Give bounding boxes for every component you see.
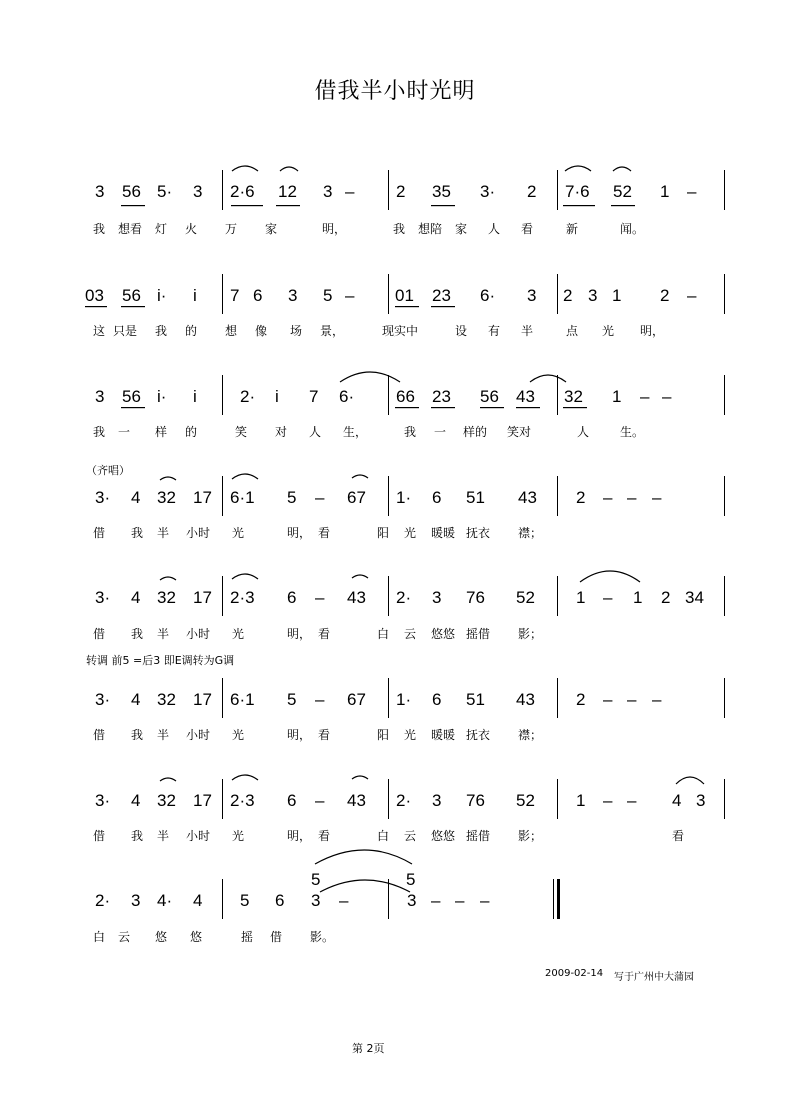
bar-line bbox=[388, 375, 389, 415]
lyric-syllable: 摇借 bbox=[466, 627, 491, 641]
score-note: 43 bbox=[518, 488, 537, 507]
slur bbox=[320, 880, 410, 892]
lyric-syllable: 阳 bbox=[377, 526, 390, 540]
score-note: 6 bbox=[287, 588, 297, 607]
lyric-syllable: 借 bbox=[270, 930, 283, 944]
score-note: – bbox=[652, 488, 662, 507]
score-note: 3 bbox=[407, 891, 417, 910]
score-note: 2 bbox=[576, 690, 586, 709]
score-note: 43 bbox=[347, 588, 366, 607]
lyric-syllable: 笑对 bbox=[507, 425, 532, 439]
score-note: 56 bbox=[122, 387, 141, 406]
score-note: – bbox=[455, 891, 465, 910]
bar-line bbox=[222, 576, 223, 616]
bar-line bbox=[222, 375, 223, 415]
lyric-syllable: 人 bbox=[488, 222, 501, 236]
score-note: 3 bbox=[193, 182, 203, 201]
bar-line bbox=[388, 779, 389, 819]
lyric-syllable: 悠 bbox=[155, 930, 168, 944]
final-bar-thin bbox=[553, 879, 554, 919]
lyric-syllable: 襟； bbox=[518, 728, 543, 742]
score-note: 1 bbox=[612, 286, 622, 305]
lyric-syllable: 想 bbox=[225, 324, 238, 338]
lyric-syllable: 云 bbox=[118, 930, 131, 944]
score-note: – bbox=[687, 182, 697, 201]
lyric-syllable: 半 bbox=[157, 526, 170, 540]
score-note: – bbox=[603, 690, 613, 709]
score-note: 12 bbox=[278, 182, 297, 201]
score-note: 1· bbox=[396, 488, 412, 507]
lyric-syllable: 明， bbox=[322, 222, 347, 236]
slur bbox=[280, 167, 298, 171]
score-note: 6· bbox=[480, 286, 496, 305]
score-note: 52 bbox=[516, 588, 535, 607]
score-note: 4 bbox=[131, 588, 141, 607]
score-note: 17 bbox=[193, 588, 212, 607]
lyric-syllable: 云 bbox=[404, 829, 417, 843]
lyric-syllable: 明， bbox=[287, 526, 312, 540]
lyric-syllable: 的 bbox=[185, 425, 198, 439]
lyric-syllable: 摇 bbox=[241, 930, 254, 944]
footer-location: 写于广州中大蒲园 bbox=[614, 972, 694, 983]
lyric-syllable: 悠悠 bbox=[431, 829, 456, 843]
score-note: 1 bbox=[576, 791, 586, 810]
score-note: 23 bbox=[432, 387, 451, 406]
score-note: 23 bbox=[432, 286, 451, 305]
lyric-syllable: 暖暖 bbox=[431, 728, 456, 742]
slur bbox=[352, 776, 368, 779]
lyric-syllable: 半 bbox=[157, 728, 170, 742]
lyric-syllable: 我 bbox=[131, 526, 144, 540]
lyric-syllable: 明， bbox=[640, 324, 665, 338]
lyric-syllable: 家 bbox=[455, 222, 468, 236]
lyric-syllable: 像 bbox=[255, 324, 268, 338]
score-note: 03 bbox=[85, 286, 104, 305]
song-title: 借我半小时光明 bbox=[314, 79, 476, 104]
slur bbox=[232, 775, 258, 780]
lyric-syllable: 摇借 bbox=[466, 829, 491, 843]
bar-line bbox=[557, 170, 558, 210]
lyric-syllable: 小时 bbox=[186, 627, 211, 641]
bar-line bbox=[222, 678, 223, 718]
lyric-syllable: 看 bbox=[318, 627, 331, 641]
score-note: 5 bbox=[323, 286, 333, 305]
score-note: 3 bbox=[588, 286, 598, 305]
score-note: 4 bbox=[131, 791, 141, 810]
lyric-syllable: 现实中 bbox=[382, 324, 419, 338]
score-note: 32 bbox=[157, 588, 176, 607]
lyric-syllable: 样 bbox=[155, 425, 168, 439]
bar-line bbox=[557, 476, 558, 516]
score-note: 56 bbox=[122, 286, 141, 305]
score-note: 43 bbox=[516, 690, 535, 709]
lyric-syllable: 白 bbox=[377, 829, 390, 843]
lyric-syllable: 借 bbox=[93, 829, 106, 843]
score-note: 32 bbox=[157, 791, 176, 810]
bar-line bbox=[724, 779, 725, 819]
lyric-syllable: 悠悠 bbox=[431, 627, 456, 641]
score-note: 3 bbox=[323, 182, 333, 201]
lyric-syllable: 小时 bbox=[186, 829, 211, 843]
score-note: – bbox=[345, 182, 355, 201]
score-note: 7 bbox=[309, 387, 319, 406]
score-note: 7 bbox=[230, 286, 240, 305]
lyric-syllable: 我 bbox=[393, 222, 406, 236]
bar-line bbox=[724, 170, 725, 210]
lyric-syllable: 白 bbox=[93, 930, 106, 944]
score-note: 2·3 bbox=[230, 791, 255, 810]
score-note: 2· bbox=[396, 791, 412, 810]
score-note: 52 bbox=[613, 182, 632, 201]
score-note: 56 bbox=[480, 387, 499, 406]
score-note: – bbox=[315, 588, 325, 607]
score-note: 6 bbox=[287, 791, 297, 810]
score-note: 2· bbox=[240, 387, 256, 406]
unison-marking: （齐唱） bbox=[86, 464, 130, 477]
score-note: 3· bbox=[95, 791, 111, 810]
score-note: 6 bbox=[275, 891, 285, 910]
score-note: – bbox=[339, 891, 349, 910]
score-note: 3 bbox=[131, 891, 141, 910]
score-note: 1 bbox=[633, 588, 643, 607]
score-note: 5· bbox=[157, 182, 173, 201]
lyric-syllable: 光 bbox=[232, 829, 245, 843]
score-note: 3· bbox=[95, 588, 111, 607]
lyric-syllable: 看 bbox=[521, 222, 534, 236]
lyric-syllable: 我 bbox=[93, 222, 106, 236]
lyric-syllable: 抚衣 bbox=[466, 526, 491, 540]
score-note: 3 bbox=[95, 387, 105, 406]
score-note: 2·3 bbox=[230, 588, 255, 607]
score-note: 67 bbox=[347, 690, 366, 709]
lyric-syllable: 点 bbox=[566, 324, 579, 338]
score-note: – bbox=[315, 791, 325, 810]
lyric-syllable: 看 bbox=[318, 728, 331, 742]
bar-line bbox=[724, 274, 725, 314]
bar-line bbox=[557, 678, 558, 718]
score-note: 3 bbox=[432, 588, 442, 607]
lyric-syllable: 我 bbox=[404, 425, 417, 439]
lyric-syllable: 样的 bbox=[463, 425, 488, 439]
score-note: 17 bbox=[193, 791, 212, 810]
lyric-syllable: 光 bbox=[232, 526, 245, 540]
lyric-syllable: 看 bbox=[672, 829, 685, 843]
lyric-syllable: 白 bbox=[377, 627, 390, 641]
score-note: 35 bbox=[432, 182, 451, 201]
lyric-syllable: 新 bbox=[566, 222, 579, 236]
score-note: 2· bbox=[396, 588, 412, 607]
score-note: – bbox=[315, 488, 325, 507]
score-note: 3 bbox=[432, 791, 442, 810]
lyric-syllable: 抚衣 bbox=[466, 728, 491, 742]
bar-line bbox=[388, 170, 389, 210]
score-note: – bbox=[603, 588, 613, 607]
score-note: 43 bbox=[347, 791, 366, 810]
score-note: 52 bbox=[516, 791, 535, 810]
score-note: 34 bbox=[685, 588, 704, 607]
upper-note-five-left: 5 bbox=[311, 870, 321, 889]
bar-line bbox=[724, 678, 725, 718]
bar-line bbox=[557, 576, 558, 616]
score-note: 2·6 bbox=[230, 182, 255, 201]
lyric-syllable: 悠 bbox=[190, 930, 203, 944]
score-note: – bbox=[431, 891, 441, 910]
upper-note-five-right: 5 bbox=[406, 870, 416, 889]
score-note: 3· bbox=[95, 488, 111, 507]
lyric-syllable: 光 bbox=[404, 526, 417, 540]
score-note: 6·1 bbox=[230, 690, 255, 709]
lyric-syllable: 火 bbox=[185, 222, 198, 236]
lyric-syllable: 有 bbox=[488, 324, 501, 338]
lyric-syllable: 人 bbox=[577, 425, 590, 439]
score-note: 66 bbox=[396, 387, 415, 406]
score-note: 2 bbox=[661, 588, 671, 607]
lyric-syllable: 生。 bbox=[620, 425, 645, 439]
score-note: 43 bbox=[516, 387, 535, 406]
score-note: 1 bbox=[612, 387, 622, 406]
lyric-syllable: 暖暖 bbox=[431, 526, 456, 540]
score-note: i bbox=[193, 387, 197, 406]
lyric-syllable: 一 bbox=[434, 425, 447, 439]
lyric-syllable: 看 bbox=[318, 829, 331, 843]
score-note: 6 bbox=[432, 488, 442, 507]
score-note: – bbox=[687, 286, 697, 305]
score-note: 51 bbox=[466, 690, 485, 709]
modulation-note: 转调 前5 =后3 即E调转为G调 bbox=[86, 654, 235, 667]
bar-line bbox=[222, 476, 223, 516]
score-note: – bbox=[345, 286, 355, 305]
score-note: 2 bbox=[576, 488, 586, 507]
lyric-syllable: 光 bbox=[232, 728, 245, 742]
score-note: 67 bbox=[347, 488, 366, 507]
slur bbox=[530, 375, 566, 382]
bar-line bbox=[557, 375, 558, 415]
lyric-syllable: 阳 bbox=[377, 728, 390, 742]
score-note: 32 bbox=[157, 488, 176, 507]
bar-line bbox=[557, 274, 558, 314]
score-note: 3· bbox=[480, 182, 496, 201]
score-note: i bbox=[193, 286, 197, 305]
score-note: – bbox=[480, 891, 490, 910]
score-note: 2· bbox=[95, 891, 111, 910]
score-note: 51 bbox=[466, 488, 485, 507]
lyric-syllable: 光 bbox=[232, 627, 245, 641]
score-note: 76 bbox=[466, 791, 485, 810]
score-note: 2 bbox=[396, 182, 406, 201]
slur bbox=[613, 167, 631, 171]
final-bar-thick bbox=[557, 879, 560, 919]
score-note: 1 bbox=[660, 182, 670, 201]
score-note: 3 bbox=[311, 891, 321, 910]
score-note: – bbox=[603, 488, 613, 507]
lyric-syllable: 设 bbox=[455, 324, 468, 338]
score-note: 1 bbox=[576, 588, 586, 607]
lyric-syllable: 我 bbox=[131, 627, 144, 641]
score-note: 5 bbox=[240, 891, 250, 910]
score-note: 3 bbox=[95, 182, 105, 201]
score-note: – bbox=[627, 690, 637, 709]
slur bbox=[565, 166, 591, 171]
lyric-syllable: 对 bbox=[275, 425, 288, 439]
bar-line bbox=[557, 779, 558, 819]
lyric-syllable: 景， bbox=[320, 324, 345, 338]
score-note: – bbox=[627, 791, 637, 810]
score-note: i bbox=[275, 387, 279, 406]
lyric-syllable: 明， bbox=[287, 728, 312, 742]
lyric-syllable: 家 bbox=[265, 222, 278, 236]
lyric-syllable: 影； bbox=[518, 829, 543, 843]
lyric-syllable: 想看 bbox=[118, 222, 143, 236]
score-note: 6·1 bbox=[230, 488, 255, 507]
score-note: 17 bbox=[193, 690, 212, 709]
score-note: 76 bbox=[466, 588, 485, 607]
score-note: 3 bbox=[288, 286, 298, 305]
bar-line bbox=[388, 274, 389, 314]
lyric-syllable: 半 bbox=[521, 324, 534, 338]
bar-line bbox=[388, 476, 389, 516]
lyric-syllable: 看 bbox=[318, 526, 331, 540]
lyric-syllable: 我 bbox=[155, 324, 168, 338]
lyric-syllable: 闻。 bbox=[620, 222, 645, 236]
score-note: – bbox=[315, 690, 325, 709]
bar-line bbox=[388, 576, 389, 616]
score-note: 56 bbox=[122, 182, 141, 201]
score-note: 2 bbox=[563, 286, 573, 305]
lyric-syllable: 半 bbox=[157, 627, 170, 641]
lyric-syllable: 一 bbox=[118, 425, 131, 439]
lyric-syllable: 笑 bbox=[235, 425, 248, 439]
lyric-syllable: 光 bbox=[404, 728, 417, 742]
score-note: – bbox=[662, 387, 672, 406]
lyric-syllable: 影。 bbox=[310, 930, 335, 944]
bar-line bbox=[388, 678, 389, 718]
bar-line bbox=[222, 779, 223, 819]
score-note: 2 bbox=[660, 286, 670, 305]
lyric-syllable: 的 bbox=[185, 324, 198, 338]
score-note: 7·6 bbox=[565, 182, 590, 201]
score-note: 4 bbox=[193, 891, 203, 910]
lyric-syllable: 想陪 bbox=[418, 222, 443, 236]
bar-line bbox=[222, 274, 223, 314]
lyric-syllable: 光 bbox=[602, 324, 615, 338]
score-note: 4· bbox=[157, 891, 173, 910]
score-note: 4 bbox=[131, 488, 141, 507]
score-note: 32 bbox=[564, 387, 583, 406]
score-note: 1· bbox=[396, 690, 412, 709]
score-note: 3· bbox=[95, 690, 111, 709]
score-note: i· bbox=[157, 387, 167, 406]
page-number: 第 2页 bbox=[352, 1042, 385, 1055]
bar-line bbox=[388, 879, 389, 919]
score-note: 5 bbox=[287, 690, 297, 709]
lyric-syllable: 灯 bbox=[155, 222, 168, 236]
lyric-syllable: 借 bbox=[93, 627, 106, 641]
lyric-syllable: 万 bbox=[225, 222, 238, 236]
lyric-syllable: 这 bbox=[93, 324, 106, 338]
score-note: i· bbox=[157, 286, 167, 305]
score-note: 6· bbox=[339, 387, 355, 406]
lyric-syllable: 我 bbox=[93, 425, 106, 439]
lyric-syllable: 我 bbox=[131, 728, 144, 742]
lyric-syllable: 小时 bbox=[186, 728, 211, 742]
score-note: 3 bbox=[696, 791, 706, 810]
score-note: – bbox=[603, 791, 613, 810]
lyric-syllable: 影； bbox=[518, 627, 543, 641]
lyric-syllable: 我 bbox=[131, 829, 144, 843]
lyric-syllable: 人 bbox=[309, 425, 322, 439]
lyric-syllable: 只是 bbox=[113, 324, 138, 338]
score-note: 6 bbox=[432, 690, 442, 709]
bar-line bbox=[724, 476, 725, 516]
score-note: 3 bbox=[527, 286, 537, 305]
score-note: 4 bbox=[131, 690, 141, 709]
lyric-syllable: 明， bbox=[287, 627, 312, 641]
bar-line bbox=[222, 879, 223, 919]
score-note: 17 bbox=[193, 488, 212, 507]
lyric-syllable: 借 bbox=[93, 526, 106, 540]
score-note: – bbox=[627, 488, 637, 507]
score-note: 4 bbox=[672, 791, 682, 810]
footer-date: 2009-02-14 bbox=[545, 968, 604, 979]
bar-line bbox=[222, 170, 223, 210]
bar-line bbox=[724, 576, 725, 616]
slur bbox=[315, 850, 412, 864]
slur bbox=[232, 166, 258, 171]
score-note: 5 bbox=[287, 488, 297, 507]
lyric-syllable: 场 bbox=[290, 324, 303, 338]
lyric-syllable: 襟； bbox=[518, 526, 543, 540]
score-note: – bbox=[652, 690, 662, 709]
lyric-syllable: 小时 bbox=[186, 526, 211, 540]
score-note: 32 bbox=[157, 690, 176, 709]
score-note: 01 bbox=[395, 286, 414, 305]
lyric-syllable: 半 bbox=[157, 829, 170, 843]
score-note: 6 bbox=[253, 286, 263, 305]
lyric-syllable: 生， bbox=[343, 425, 368, 439]
score-note: 2 bbox=[527, 182, 537, 201]
lyric-syllable: 明， bbox=[287, 829, 312, 843]
score-note: – bbox=[640, 387, 650, 406]
bar-line bbox=[724, 375, 725, 415]
lyric-syllable: 云 bbox=[404, 627, 417, 641]
lyric-syllable: 借 bbox=[93, 728, 106, 742]
